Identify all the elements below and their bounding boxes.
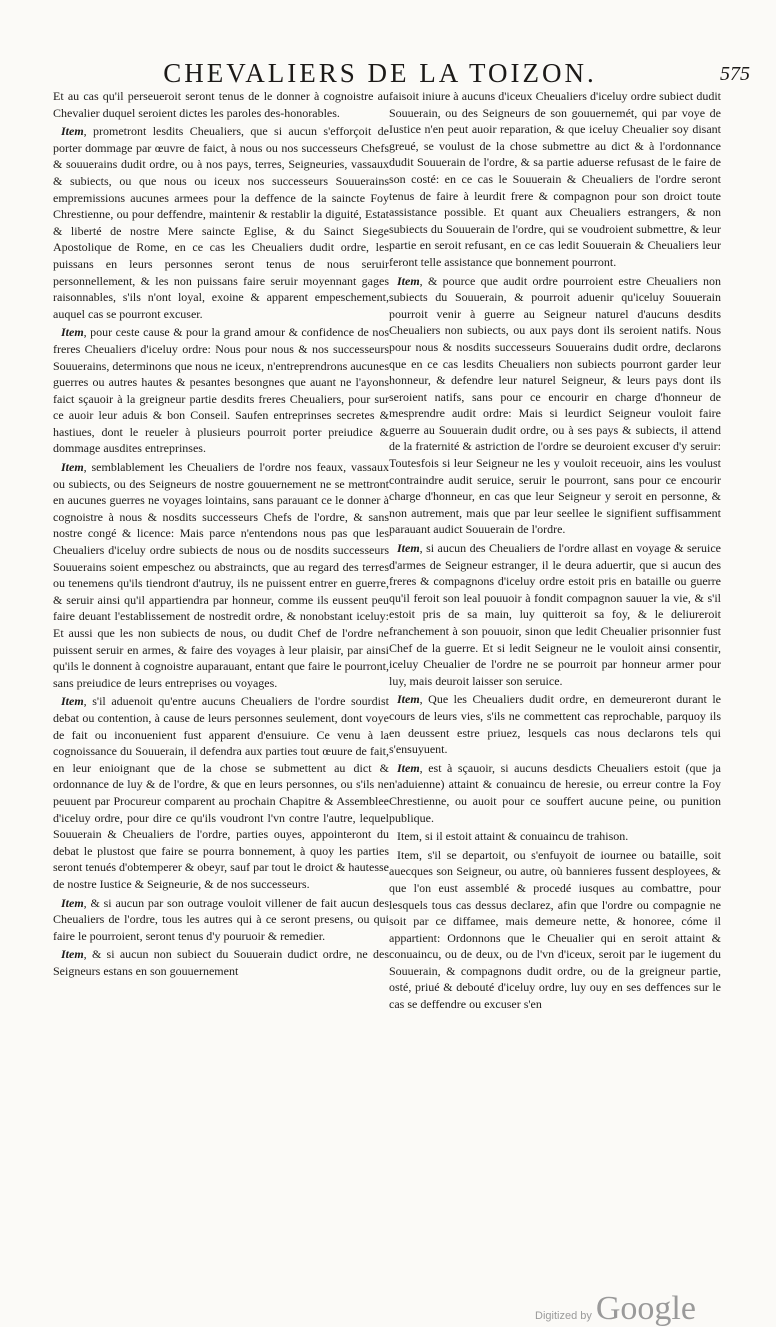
paragraph-text: , & pource que audit ordre pourroient estre Cheualiers non subiects du Souuerain, & pourroit aduenir qu'iceluy Souuerain pourroit venir à guerre au Seigneur naturel d'aucuns desdits Cheualiers non subiects, ou aux pays dont ils seroient natifs. Nous pour nous & nosdits successeurs Souuerains dudit ordre, declarons que en ce cas lesdits Cheualiers non subiects pourront garder leur honneur, & defendre leur naturel Seigneur, & leurs pays dont ils seroient natifs, sans pour ce encourir en charge d'honneur de mesprendre audit ordre: Mais si leurdict Seigneur vouloit faire guerre au Souuerain dudit ordre, ou à ses pays & subiects, il attend de la fraternité & astriction de l'ordre se deuroient excuser d'y seruir: Toutesfois si leur Seigneur ne les y vouloit receuoir, ains les voulust contraindre audit seruice, seruir le pourront, sans pour ce encourir charge d'honneur, en cas que leur Seigneur y seroit en personne, & non autrement, mais que par leur seellee le signifient suffisamment parauant audict Souuerain de l'ordre. (389, 273, 721, 537)
right-column (389, 88, 721, 1178)
paragraph-text: Item, s'il se departoit, ou s'enfuyoit de iournee ou bataille, soit auecques son Seigneur, ou autre, où bannieres fussent desployees, & que l'on eust assemblé & procedé iusques au combattre, pour lesquels tous cas dessus declarez, afin que l'ordre ou compagnie ne soit par ce diffamee, mais demeure nette, & honoree, cóme il appartient: Ordonnons que le Cheualier qui en seroit attaint & conuaincu, ou de deux, ou de l'vn d'iceux, seroit par le iugement du Souuerain, & compagnons dudit ordre, ou de la greigneur partie, osté, priué & debouté d'iceluy ordre, luy ouy en ses deffences sur le cas se deffendre ou excuser s'en (389, 847, 721, 1012)
paragraph (53, 459, 389, 691)
paragraph (389, 273, 721, 539)
paragraph (53, 895, 389, 945)
paragraph (53, 946, 389, 979)
paragraph (53, 693, 389, 892)
paragraph-text: Item, si il estoit attaint & conuaincu de trahison. (397, 829, 629, 844)
paragraph-text: faisoit iniure à aucuns d'iceux Cheualiers d'iceluy ordre subiect dudit Souuerain, ou des Seigneurs de son gouuernemét, qui par voye de Iustice n'en peut auoir reparation, & que iceluy Cheualier soy disant greué, se voulust de la chose submettre au dict & à l'ordonnance dudit Souuerain de l'ordre, & sa partie aduerse refusast de le faire de son costé: en ce cas le Souuerain & Cheualiers de l'ordre seront tenus de faire à leurdit frere & compagnon pour son droict toute assistance possible. Et quant aux Cheualiers estrangers, & non subiects du Souuerain de l'ordre, qui se voudroient submettre, & leur partie en seroit refusant, en ce cas ledit Souuerain & Cheualiers leur feront telle assistance que bonnement pourront. (389, 89, 721, 269)
item-lead: Item (397, 760, 420, 775)
google-logo: Google (595, 1290, 696, 1327)
paragraph-text: , si aucun des Cheualiers de l'ordre allast en voyage & seruice d'armes de Seigneur estranger, il le deura aduertir, que si aucun des freres & compagnons d'iceluy ordre estoit pris en bataille ou guerre qu'il feroit son leal pouuoir à fondit compagnon sauuer la vie, & s'il estoit pris de sa main, luy quitteroit sa foy, & le deliureroit franchement à son pouuoir, sinon que ledit Cheualier prisonnier fust Chef de la guerre. Et si ledit Seigneur ne le vouloit ainsi consentir, iceluy Cheualier de l'ordre ne se pourroit par honneur armer pour luy, mais deuroit laisser son seruice. (389, 541, 721, 688)
paragraph (389, 691, 721, 757)
paragraph-text: , s'il aduenoit qu'entre aucuns Cheualiers de l'ordre sourdist debat ou contention, à cause de leurs personnes seulement, dont voye de fait ou inconuenient fust apparent d'ensuiure. Ce venu à la cognoissance du Souuerain, il defendra aux parties tout œuure de fait, en leur enioignant que de la chose se submettent au dict & ordonnance de luy & de l'ordre, & que en leurs personnes, ou s'ils ne peuuent par Procureur comparent au prochain Chapitre & Assemblee d'iceluy ordre, pour dire ce qu'ils voudront l'vn contre l'autre, lequel Souuerain & Cheualiers de l'ordre, parties ouyes, appointeront du debat le plustost que faire se pourra bonnement, à quoy les parties seront tenués d'obtemperer & obeyr, sauf par tout le droict & hautesse de nostre Iustice & Seigneurie, & de nos successeurs. (53, 694, 389, 891)
left-column (53, 88, 389, 1168)
paragraph-text: , prometront lesdits Cheualiers, que si aucun s'efforçoit de porter dommage par œuvre de faict, à nous ou nos successeurs Chefs & souuerains dudit ordre, ou à nos pays, terres, Seigneuries, vassaux & subiects, ou que nous ou iceux nos successeurs Souuerains empremissions aucunes armees pour la deffence de la saincte Foy Chrestienne, ou pour deffendre, maintenir & restablir la diguité, Estat & liberté de nostre Mere saincte Eglise, & du Sainct Siege Apostolique de Rome, en ce cas les Cheualiers dudit ordre, les puissans en leurs personnes seront tenus de nous seruir personnellement, & les non puissans faire seruir moyennant gages raisonnables, s'ils n'ont loyal, exoine & apparent empeschement, auquel cas se pourront excuser. (53, 124, 389, 321)
paragraph (389, 88, 721, 271)
paragraph-text: Et au cas qu'il perseueroit seront tenus de le donner à cognoistre au Chevalier duquel seroient dictes les paroles des-honorables. (53, 89, 389, 120)
paragraph-text: , Que les Cheualiers dudit ordre, en demeureront durant le cours de leurs vies, s'ils ne commettent cas reprochable, parquoy ils en deussent estre priuez, lesquels cas nous declarons tels qui s'ensuyuent. (389, 692, 721, 757)
paragraph-text: , & si aucun par son outrage vouloit villener de fait aucun des Cheualiers de l'ordre, tous les autres qui à ce seront presens, ou qui faire le pourroient, seront tenus d'y pouruoir & remedier. (53, 895, 389, 943)
item-lead: Item (397, 541, 420, 556)
paragraph-text: , pour ceste cause & pour la grand amour & confidence de nos freres Cheualiers d'iceluy ordre: Nous pour nous & nos successeurs Souuerains, determinons que nous ne iceux, n'entreprendrons aucunes guerres ou autres hautes & pesantes besongnes que auant ne l'ayons faict sçauoir à la greigneur partie desdits freres Cheualiers, pour sur ce auoir leur aduis & bon Conseil. Saufen entreprinses secretes & hastiues, dont le reueler à plusieurs pourroit porter preiudice & dommage ausdites entreprinses. (53, 325, 389, 456)
item-lead: Item (397, 692, 420, 707)
paragraph-text: , est à sçauoir, si aucuns desdicts Cheualiers estoit (que ja n'aduienne) attaint & conuaincu de heresie, ou erreur contre la Foy Chrestienne, ou auoit pour ce souffert aucune peine, ou punition publique. (389, 760, 721, 825)
paragraph (53, 324, 389, 457)
running-head: CHEVALIERS DE LA TOIZON. (163, 58, 597, 88)
item-lead: Item (61, 947, 84, 962)
item-lead: Item (397, 273, 420, 288)
page-number: 575 (720, 63, 750, 85)
paragraph-text: , & si aucun non subiect du Souuerain dudict ordre, ne des Seigneurs estans en son gouuernement (53, 947, 389, 978)
paragraph-text: , semblablement les Cheualiers de l'ordre nos feaux, vassaux ou subiects, ou des Seigneurs de nostre gouuernement ne se mettront en aucunes guerres ne voyages lointains, sans parauant ce le donner à cognoistre à nous & nosdits successeurs Chefs de l'ordre, & sans nostre congé & licence: Mais parce n'entendons nous pas que les Cheualiers d'iceluy ordre subiects de nous ou de nosdits successeurs Souuerains soient empeschez ou abstraincts, que au regard des terres ou tenemens qu'ils tiendront d'autruy, ils ne puissent entrer en guerre, & seruir ainsi qu'il appartiendra par honneur, comme ils eussent peu faire deuant l'establissement de nostredit ordre, & nonobstant iceluy: Et aussi que les non subiects de nous, ou dudit Chef de l'ordre ne puissent seruir en armes, & faire des voyages à leur plaisir, par ainsi qu'ils le donnent à cognoistre auparauant, entant que faire le pourront, sans preiudice de leurs entreprises ou voyages. (53, 460, 389, 690)
paragraph (53, 123, 389, 322)
paragraph (389, 828, 721, 845)
item-lead: Item (61, 124, 84, 139)
paragraph (389, 847, 721, 1013)
watermark-prefix: Digitized by (535, 1310, 592, 1322)
item-lead: Item (61, 694, 84, 709)
google-watermark (535, 1290, 696, 1327)
paragraph (53, 88, 389, 121)
paragraph (389, 760, 721, 826)
item-lead: Item (61, 895, 84, 910)
paragraph (389, 540, 721, 689)
item-lead: Item (61, 325, 84, 340)
item-lead: Item (61, 460, 84, 475)
